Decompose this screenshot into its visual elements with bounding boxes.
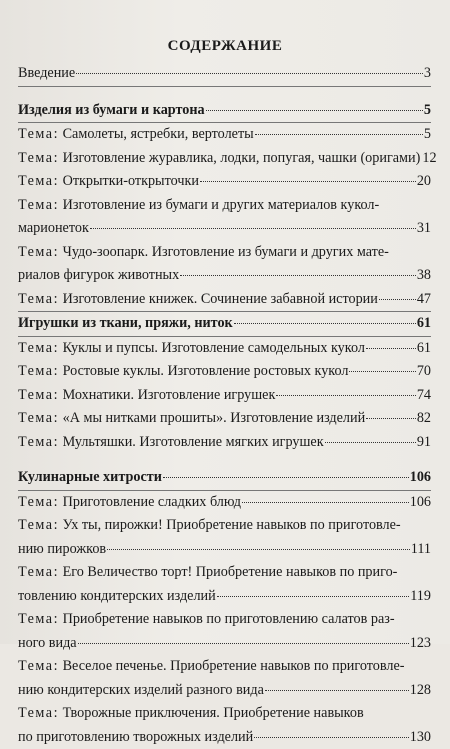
entry-text: Самолеты, ястребки, вертолеты [63, 126, 254, 142]
page-number: 74 [417, 384, 431, 408]
entry-text: по приготовлению творожных изделий [18, 726, 253, 749]
topic-label: Тема: [18, 340, 59, 356]
toc-entry [18, 288, 431, 312]
section-title: Изделия из бумаги и картона [18, 99, 205, 123]
topic-label: Тема: [18, 410, 59, 426]
page-number: 20 [417, 170, 431, 194]
toc-entry [18, 632, 431, 656]
page-number: 61 [417, 337, 431, 361]
page-number: 47 [417, 288, 431, 312]
toc-entry [18, 264, 431, 288]
topic-label: Тема: [18, 363, 59, 379]
topic-label: Тема: [18, 150, 59, 166]
toc-entry [18, 491, 431, 515]
page-number: 128 [410, 679, 431, 703]
page-number: 106 [410, 491, 431, 515]
page-number: 3 [424, 62, 431, 86]
dot-leader [200, 181, 416, 182]
table-of-contents [18, 62, 431, 749]
topic-label: Тема: [18, 387, 59, 403]
toc-entry-line [18, 514, 431, 538]
page-number: 82 [417, 407, 431, 431]
page-number: 31 [417, 217, 431, 241]
toc-entry-line [18, 241, 431, 265]
toc-entry [18, 170, 431, 194]
dot-leader [78, 643, 409, 644]
toc-section-cooking [18, 466, 431, 490]
topic-label: Тема: [18, 517, 59, 533]
toc-entry [18, 407, 431, 431]
toc-entry-line [18, 608, 431, 632]
entry-text: Мультяшки. Изготовление мягких игрушек [63, 434, 324, 450]
topic-label: Тема: [18, 434, 59, 450]
dot-leader [379, 299, 416, 300]
dot-leader [206, 110, 423, 111]
dot-leader [76, 73, 423, 74]
entry-text: товлению кондитерских изделий [18, 585, 216, 609]
toc-entry [18, 585, 431, 609]
page-title: СОДЕРЖАНИЕ [0, 38, 450, 55]
topic-label: Тема: [18, 564, 59, 580]
topic-label: Тема: [18, 658, 59, 674]
toc-entry [18, 123, 431, 147]
toc-entry [18, 147, 431, 171]
toc-entry-line [18, 702, 431, 726]
entry-text: ного вида [18, 632, 77, 656]
entry-text: Мохнатики. Изготовление игрушек [63, 387, 276, 403]
entry-text: Открытки-открыточки [63, 173, 199, 189]
dot-leader [265, 690, 409, 691]
page-number: 119 [410, 585, 431, 609]
entry-text: Изготовление журавлика, лодки, попугая, чашки (оригами) [63, 150, 421, 166]
toc-entry [18, 726, 431, 749]
topic-label: Тема: [18, 197, 59, 213]
toc-entry [18, 431, 431, 455]
entry-text-line1: Изготовление из бумаги и других материалов кукол- [63, 197, 380, 213]
section-title: Игрушки из ткани, пряжи, ниток [18, 312, 233, 336]
page-number: 12 [422, 147, 436, 171]
entry-text: Изготовление книжек. Сочинение забавной истории [63, 291, 378, 307]
dot-leader [163, 477, 409, 478]
toc-entry [18, 217, 431, 241]
entry-text-line1: Ух ты, пирожки! Приобретение навыков по приготовле- [63, 517, 401, 533]
topic-label: Тема: [18, 494, 59, 510]
page-number: 70 [417, 360, 431, 384]
page-number: 91 [417, 431, 431, 455]
entry-text: нию пирожков [18, 538, 106, 562]
dot-leader [180, 275, 416, 276]
entry-text: Ростовые куклы. Изготовление ростовых кукол [63, 363, 349, 379]
entry-text-line1: Веселое печенье. Приобретение навыков по приготовле- [63, 658, 405, 674]
dot-leader [234, 323, 416, 324]
topic-label: Тема: [18, 126, 59, 142]
entry-text: нию кондитерских изделий разного вида [18, 679, 264, 703]
entry-text: «А мы нитками прошиты». Изготовление изделий [63, 410, 366, 426]
entry-text: Куклы и пупсы. Изготовление самодельных кукол [63, 340, 365, 356]
toc-section-paper [18, 99, 431, 123]
dot-leader [349, 371, 415, 372]
page-number: 38 [417, 264, 431, 288]
entry-text: Введение [18, 62, 75, 86]
dot-leader [255, 134, 423, 135]
topic-label: Тема: [18, 173, 59, 189]
toc-section-textile [18, 312, 431, 336]
toc-entry-line [18, 655, 431, 679]
dot-leader [254, 737, 408, 738]
toc-entry-line [18, 194, 431, 218]
topic-label: Тема: [18, 611, 59, 627]
section-divider [18, 86, 431, 87]
page-number: 5 [424, 123, 431, 147]
dot-leader [276, 395, 415, 396]
section-title: Кулинарные хитрости [18, 466, 162, 490]
entry-text-line1: Чудо-зоопарк. Изготовление из бумаги и других мате- [63, 244, 389, 260]
topic-label: Тема: [18, 244, 59, 260]
page-number: 5 [424, 99, 431, 123]
toc-entry-line [18, 561, 431, 585]
toc-entry [18, 679, 431, 703]
page-number: 123 [410, 632, 431, 656]
topic-label: Тема: [18, 291, 59, 307]
page-number: 106 [410, 466, 431, 490]
entry-text: марионеток [18, 217, 89, 241]
page-number: 130 [410, 726, 431, 749]
dot-leader [107, 549, 410, 550]
toc-entry-intro [18, 62, 431, 86]
toc-entry [18, 384, 431, 408]
entry-text: Приготовление сладких блюд [63, 494, 241, 510]
dot-leader [366, 418, 416, 419]
entry-text: риалов фигурок животных [18, 264, 179, 288]
entry-text-line1: Приобретение навыков по приготовлению салатов раз- [63, 611, 395, 627]
toc-entry [18, 360, 431, 384]
dot-leader [242, 502, 409, 503]
page-number: 61 [417, 312, 431, 336]
dot-leader [90, 228, 416, 229]
toc-entry [18, 337, 431, 361]
page-number: 111 [411, 538, 431, 562]
dot-leader [217, 596, 410, 597]
topic-label: Тема: [18, 705, 59, 721]
entry-text-line1: Его Величество торт! Приобретение навыков по приго- [63, 564, 398, 580]
dot-leader [325, 442, 416, 443]
dot-leader [366, 348, 416, 349]
entry-text-line1: Творожные приключения. Приобретение навыков [63, 705, 364, 721]
toc-entry [18, 538, 431, 562]
